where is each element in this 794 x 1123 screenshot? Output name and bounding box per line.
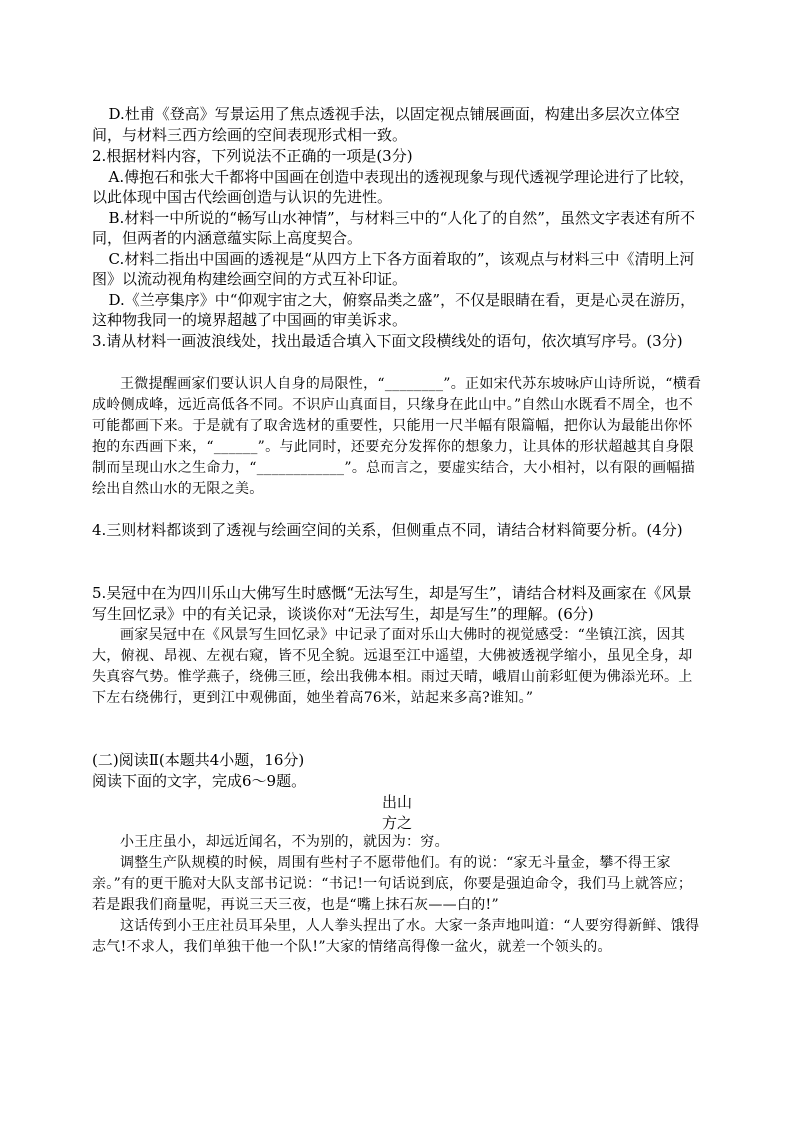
q5-passage	[92, 625, 702, 709]
q3-passage	[92, 374, 702, 500]
question-stem: 5.吴冠中在为四川乐山大佛写生时感慨“无法写生，却是写生”，请结合材料及画家在《风景写生回忆录》中的有关记录，谈谈你对“无法写生，却是写生”的理解。(6分)	[92, 584, 692, 623]
q1-option-d	[92, 104, 702, 145]
story-body	[92, 832, 702, 958]
question-3	[92, 331, 702, 352]
question-stem: 2.根据材料内容，下列说法不正确的一项是(3分)	[92, 147, 413, 165]
passage-text: 王微提醒画家们要认识人自身的局限性，“________”。正如宋代苏东坡咏庐山诗所说，“横看成岭侧成峰，远近高低各不同。不识庐山真面目，只缘身在此山中。”自然山水既看不周全，也不可能都画下来。于是就有了取舍选材的重要性，只能用一尺半幅有限篇幅，把你认为最能出你怀抱的东西画下来，“______”。与此同时，还要充分发挥你的想象力，让具体的形状超越其自身限制而呈现山水之生命力，“____________”。总而言之，要虚实结合，大小相衬，以有限的画幅描绘出自然山水的无限之美。	[92, 376, 702, 497]
option-d: D.《兰亭集序》中“仰观宇宙之大，俯察品类之盛”，不仅是眼睛在看，更是心灵在游历，这种物我同一的境界超越了中国画的审美诉求。	[92, 290, 696, 329]
option-text: D.杜甫《登高》写景运用了焦点透视手法，以固定视点铺展画面，构建出多层次立体空间，与材料三西方绘画的空间表现形式相一致。	[92, 105, 680, 144]
story-paragraph: 小王庄虽小，却远近闻名，不为别的，就因为：穷。	[120, 834, 449, 850]
story-paragraph: 这话传到小王庄社员耳朵里，人人拳头捏出了水。大家一条声地叫道：“人要穷得新鲜、饿得志气!不求人，我们单独干他一个队!”大家的情绪高得像一盆火，就差一个领头的。	[92, 918, 700, 955]
section-instruction: 阅读下面的文字，完成6～9题。	[92, 771, 307, 790]
option-c: C.材料二指出中国画的透视是“从四方上下各方面着取的”，该观点与材料三中《清明上河图》以流动视角构建绘画空间的方式互补印证。	[92, 249, 695, 288]
question-stem: 4.三则材料都谈到了透视与绘画空间的关系，但侧重点不同，请结合材料简要分析。(4分)	[92, 521, 683, 539]
story-paragraph: 调整生产队规模的时候，周围有些村子不愿带他们。有的说：“家无斗量金，攀不得王家亲。”有的更干脆对大队支部书记说：“书记!一句话说到底，你要是强迫命令，我们马上就答应；若是跟我们商量呢，再说三天三夜，也是“嘴上抹石灰——白的!”	[92, 855, 693, 913]
question-stem: 3.请从材料一画波浪线处，找出最适合填入下面文段横线处的语句，依次填写序号。(3分)	[92, 332, 683, 350]
story-title: 出山	[381, 793, 412, 811]
story-title-block	[92, 792, 702, 833]
question-4	[92, 520, 702, 541]
question-5	[92, 583, 702, 624]
question-2	[92, 146, 702, 331]
story-author: 方之	[381, 813, 412, 832]
option-b: B.材料一中所说的“畅写山水神情”，与材料三中的“人化了的自然”，虽然文字表述有所不同，但两者的内涵意蕴实际上高度契合。	[92, 208, 695, 247]
section-heading: (二)阅读Ⅱ(本题共4小题，16分)	[92, 751, 305, 769]
section-2-header	[92, 750, 702, 791]
passage-text: 画家吴冠中在《风景写生回忆录》中记录了面对乐山大佛时的视觉感受：“坐镇江滨，因其大，俯视、昂视、左视右窥，皆不见全貌。远退至江中遥望，大佛被透视学缩小，虽见全身，却失真容气势。惟学燕子，绕佛三匝，绘出我佛本相。雨过天晴，峨眉山前彩虹便为佛添光环。上下左右绕佛行，更到江中观佛面，她坐着高76米，站起来多高?谁知。”	[92, 627, 693, 706]
option-a: A.傅抱石和张大千都将中国画在创造中表现出的透视现象与现代透视学理论进行了比较，以此体现中国古代绘画创造与认识的先进性。	[92, 167, 695, 206]
